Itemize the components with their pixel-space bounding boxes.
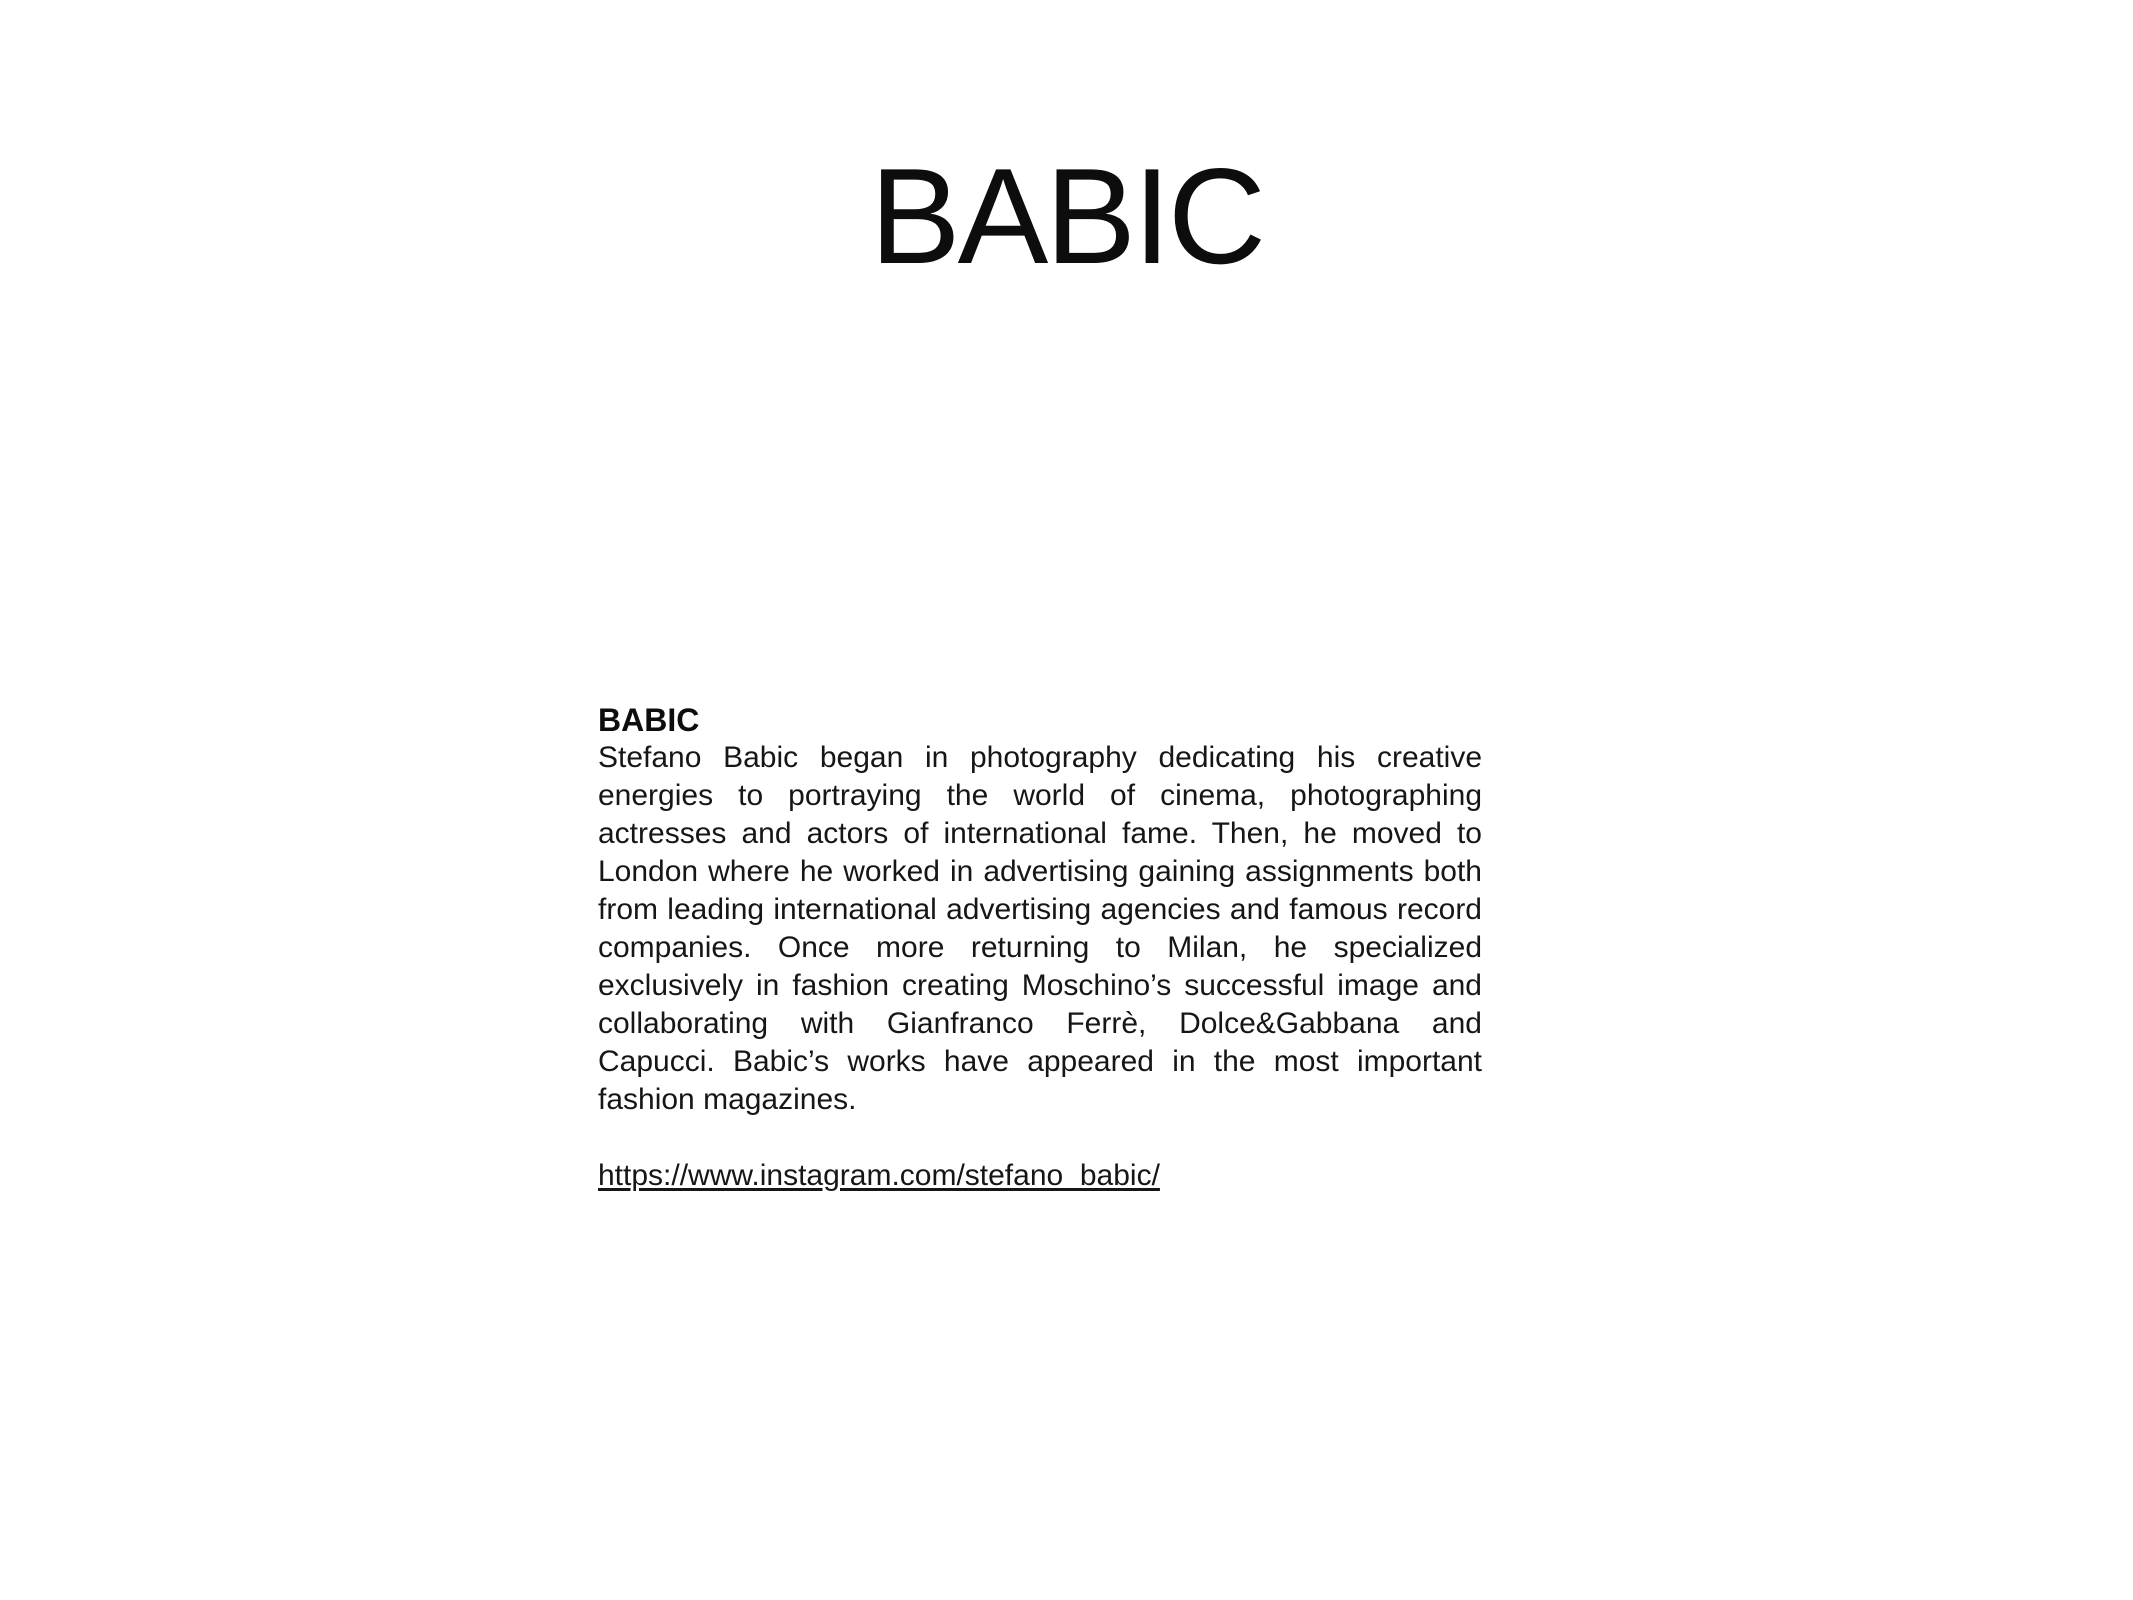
bio-heading: BABIC (598, 702, 700, 738)
bio-section (598, 701, 1482, 1195)
bio-text: Stefano Babic began in photography dedicating his creative energies to portraying the world of cinema, photographing actresses and actors of international fame. Then, he moved to London where he worked in advertising gaining assignments both from leading international advertising agencies and famous record companies. Once more returning to Milan, he specialized exclusively in fashion creating Moschino’s successful image and collaborating with Gianfranco Ferrè, Dolce&Gabbana and Capucci. Babic’s works have appeared in the most important fashion magazines. (598, 741, 1482, 1116)
instagram-link[interactable]: https://www.instagram.com/stefano_babic/ (598, 1159, 1160, 1192)
page-title: BABIC (869, 140, 1264, 292)
